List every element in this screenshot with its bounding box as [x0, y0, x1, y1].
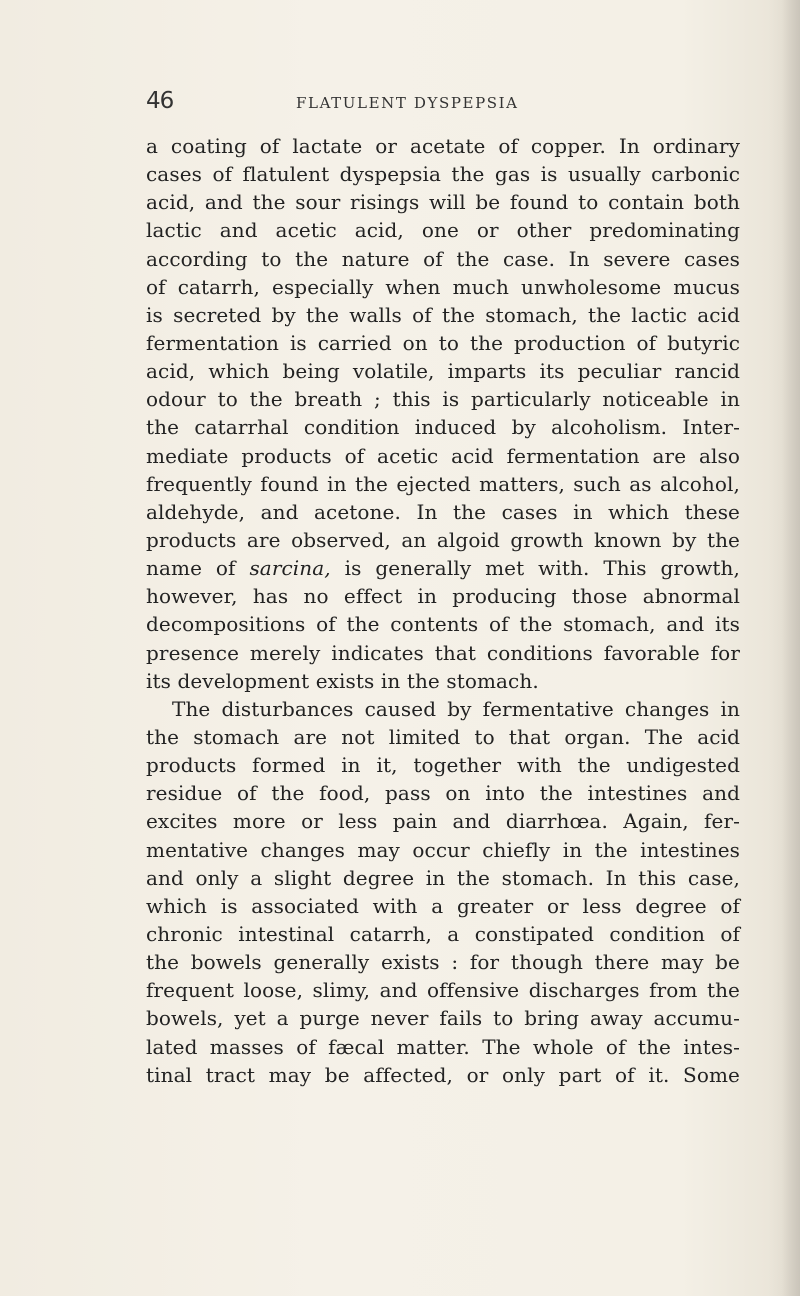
text-segment: name of — [146, 556, 250, 581]
text-line: its development exists in the stomach. — [146, 668, 539, 693]
text-line: decompositions of the contents of the stomach, and its — [146, 612, 740, 637]
text-line: of catarrh, especially when much unwholesome mucus — [146, 274, 740, 299]
text-line: lated masses of fæcal matter. The whole of the intes- — [146, 1034, 740, 1059]
text-line: the catarrhal condition induced by alcoholism. Inter- — [146, 415, 740, 440]
text-line: odour to the breath ; this is particularly noticeable in — [146, 387, 740, 412]
page-header — [146, 88, 740, 118]
text-line: bowels, yet a purge never fails to bring away accumu- — [146, 1006, 740, 1031]
text-line: the stomach are not limited to that organ. The acid — [146, 724, 740, 749]
page-number: 46 — [146, 88, 174, 114]
text-line: excites more or less pain and diarrhœa. Again, fer- — [146, 809, 740, 834]
text-line: tinal tract may be affected, or only part of it. Some — [146, 1062, 740, 1087]
text-line: and only a slight degree in the stomach. In this case, — [146, 865, 740, 890]
text-line: which is associated with a greater or less degree of — [146, 893, 740, 918]
text-line: acid, and the sour risings will be found to contain both — [146, 190, 740, 215]
text-line: however, has no effect in producing those abnormal — [146, 584, 740, 609]
page-edge-shadow — [782, 0, 800, 1296]
text-line: frequent loose, slimy, and offensive discharges from the — [146, 978, 740, 1003]
text-line: products formed in it, together with the undigested — [146, 753, 740, 778]
text-line: cases of flatulent dyspepsia the gas is usually carbonic — [146, 162, 740, 187]
text-line: mediate products of acetic acid fermentation are also — [146, 443, 740, 468]
text-segment: is generally met with. This growth, — [330, 556, 740, 581]
text-line: frequently found in the ejected matters, such as alcohol, — [146, 471, 740, 496]
text-line: residue of the food, pass on into the intestines and — [146, 781, 740, 806]
running-head: FLATULENT DYSPEPSIA — [296, 94, 519, 112]
text-line-with-italic — [146, 554, 740, 582]
text-line: products are observed, an algoid growth known by the — [146, 527, 740, 552]
text-line: aldehyde, and acetone. In the cases in which these — [146, 499, 740, 524]
text-line: a coating of lactate or acetate of copper. In ordinary — [146, 134, 740, 158]
text-line: fermentation is carried on to the production of butyric — [146, 330, 740, 355]
text-line: The disturbances caused by fermentative changes in — [172, 696, 740, 721]
text-line: chronic intestinal catarrh, a constipated condition of — [146, 921, 740, 946]
text-line: according to the nature of the case. In severe cases — [146, 246, 740, 271]
text-line: the bowels generally exists : for though there may be — [146, 950, 740, 975]
body-text — [146, 132, 740, 1089]
italic-term-sarcina: sarcina, — [249, 556, 331, 581]
text-line: lactic and acetic acid, one or other predominating — [146, 218, 740, 243]
text-line: is secreted by the walls of the stomach, the lactic acid — [146, 302, 740, 327]
text-line: presence merely indicates that conditions favorable for — [146, 640, 740, 665]
paragraph-2 — [146, 695, 740, 1089]
text-line: acid, which being volatile, imparts its peculiar rancid — [146, 359, 740, 384]
paragraph-1 — [146, 132, 740, 695]
text-line: mentative changes may occur chiefly in the intestines — [146, 837, 740, 862]
